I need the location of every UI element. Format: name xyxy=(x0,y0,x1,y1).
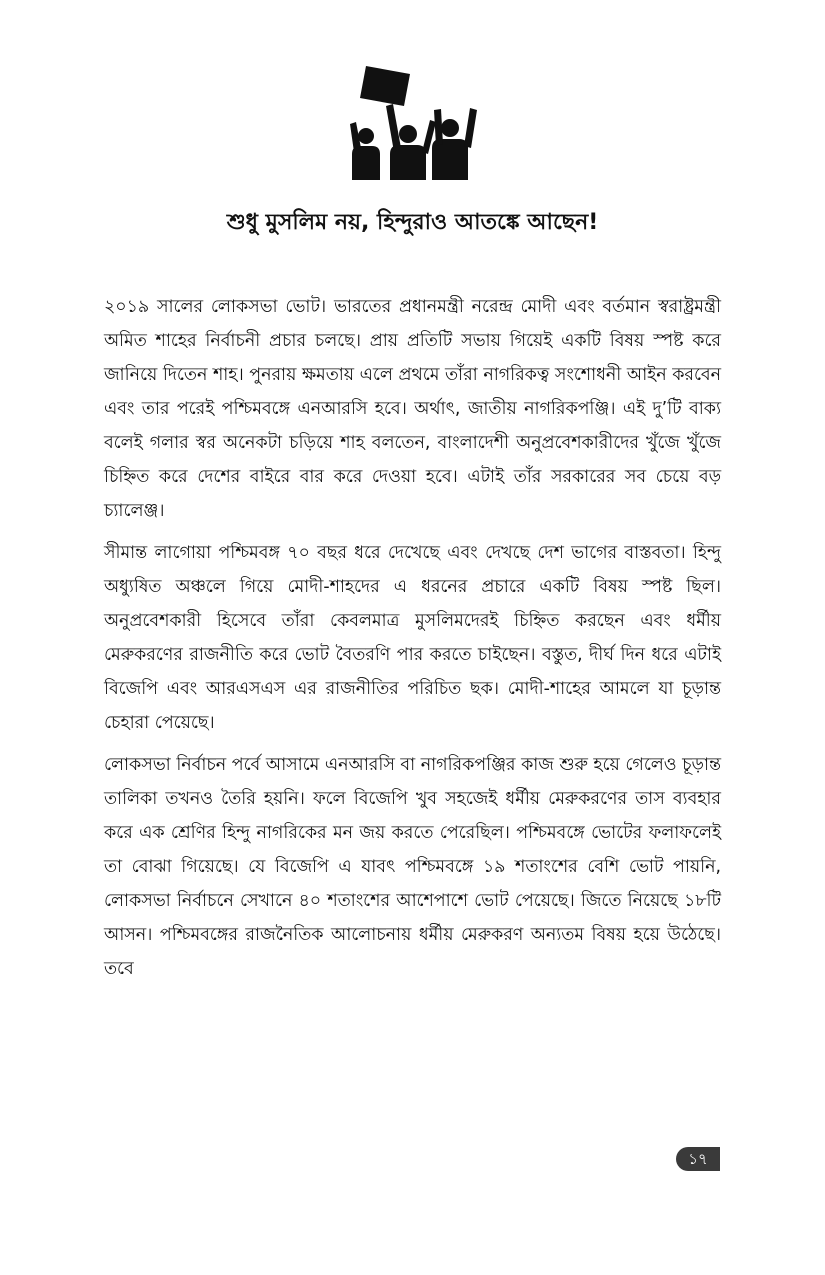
body-text xyxy=(104,290,721,986)
paragraph-1: ২০১৯ সালের লোকসভা ভোট। ভারতের প্রধানমন্ত্রী নরেন্দ্র মোদী এবং বর্তমান স্বরাষ্ট্রমন্ত্রী অমিত শাহের নির্বাচনী প্রচার চলছে। প্রায় প্রতিটি সভায় গিয়েই একটি বিষয় স্পষ্ট করে জানিয়ে দিতেন শাহ। পুনরায় ক্ষমতায় এলে প্রথমে তাঁরা নাগরিকত্ব সংশোধনী আইন করবেন এবং তার পরেই পশ্চিমবঙ্গে এনআরসি হবে। অর্থাৎ, জাতীয় নাগরিকপঞ্জি। এই দু’টি বাক্য বলেই গলার স্বর অনেকটা চড়িয়ে শাহ বলতেন, বাংলাদেশী অনুপ্রবেশকারীদের খুঁজে খুঁজে চিহ্নিত করে দেশের বাইরে বার করে দেওয়া হবে। এটাই তাঁর সরকারের সব চেয়ে বড় চ্যালেঞ্জ। xyxy=(104,297,721,521)
page-title: শুধু মুসলিম নয়, হিন্দুরাও আতঙ্কে আছেন! xyxy=(226,210,599,235)
paragraph-3: লোকসভা নির্বাচন পর্বে আসামে এনআরসি বা নাগরিকপঞ্জির কাজ শুরু হয়ে গেলেও চূড়ান্ত তালিকা তখনও তৈরি হয়নি। ফলে বিজেপি খুব সহজেই ধর্মীয় মেরুকরণের তাস ব্যবহার করে এক শ্রেণির হিন্দু নাগরিকের মন জয় করতে পেরেছিল। পশ্চিমবঙ্গে ভোটের ফলাফলেই তা বোঝা গিয়েছে। যে বিজেপি এ যাবৎ পশ্চিমবঙ্গে ১৯ শতাংশের বেশি ভোট পায়নি, লোকসভা নির্বাচনে সেখানে ৪০ শতাংশের আশেপাশে ভোট পেয়েছে। জিতে নিয়েছে ১৮টি আসন। পশ্চিমবঙ্গের রাজনৈতিক আলোচনায় ধর্মীয় মেরুকরণ অন্যতম বিষয় হয়ে উঠেছে। তবে xyxy=(104,755,721,979)
protest-crowd-icon xyxy=(346,62,480,180)
page-number: ১৭ xyxy=(676,1147,720,1171)
paragraph-2: সীমান্ত লাগোয়া পশ্চিমবঙ্গ ৭০ বছর ধরে দেখেছে এবং দেখছে দেশ ভাগের বাস্তবতা। হিন্দু অধ্যুষিত অঞ্চলে গিয়ে মোদী-শাহদের এ ধরনের প্রচারে একটি বিষয় স্পষ্ট ছিল। অনুপ্রবেশকারী হিসেবে তাঁরা কেবলমাত্র মুসলিমদেরই চিহ্নিত করছেন এবং ধর্মীয় মেরুকরণের রাজনীতি করে ভোট বৈতরণি পার করতে চাইছেন। বস্তুত, দীর্ঘ দিন ধরে এটাই বিজেপি এবং আরএসএস এর রাজনীতির পরিচিত ছক। মোদী-শাহের আমলে যা চূড়ান্ত চেহারা পেয়েছে। xyxy=(104,543,721,733)
